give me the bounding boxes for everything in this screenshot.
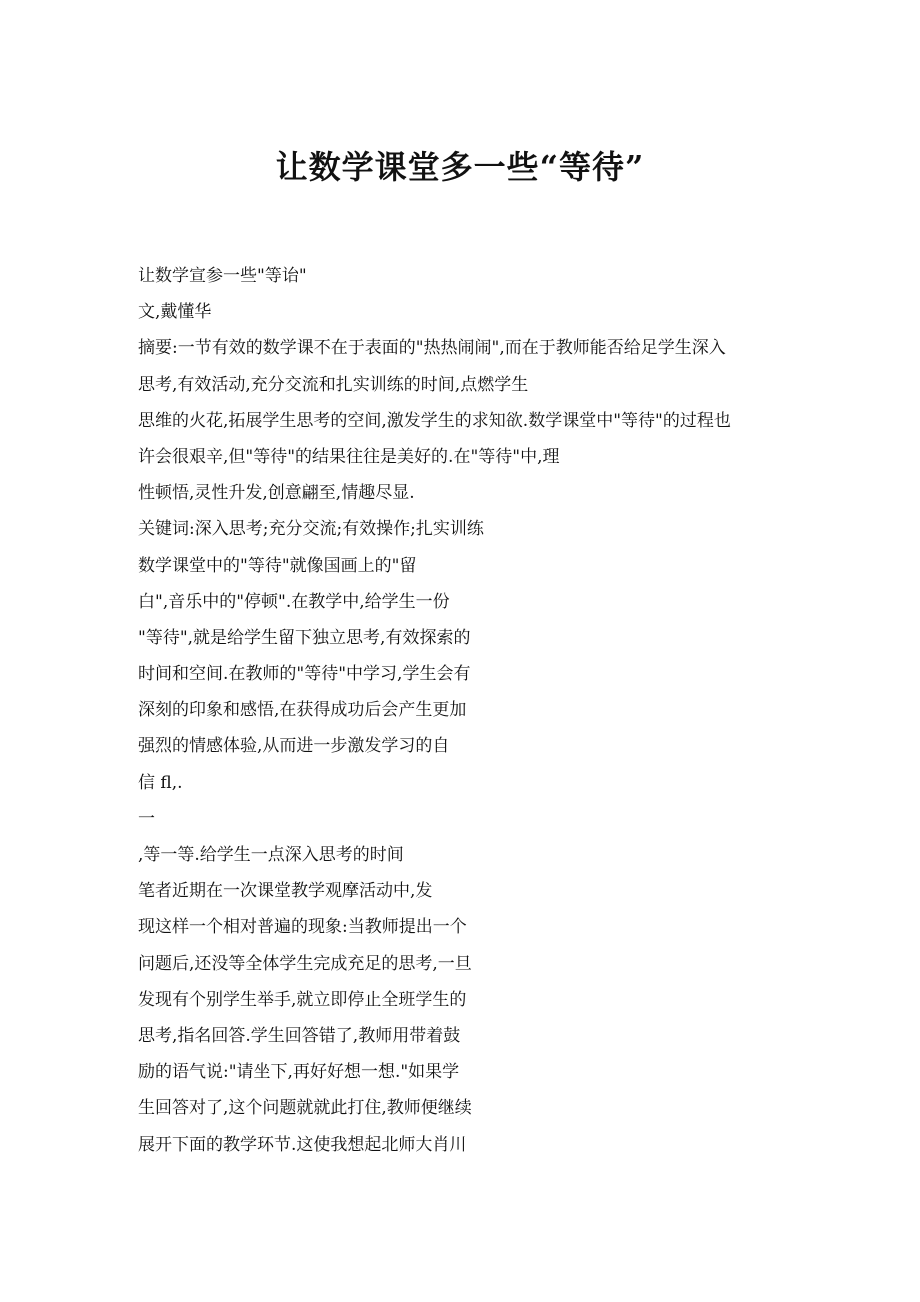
text-line: 信 fl,. — [138, 772, 183, 793]
text-line: 性顿悟,灵性升发,创意翩至,情趣尽显. — [138, 483, 415, 504]
text-line: ,等一等.给学生一点深入思考的时间 — [138, 845, 404, 865]
text-line: 摘要:一节有效的数学课不在于表面的"热热闹闹",而在于教师能否给足学生深入 — [138, 338, 726, 359]
text-line: 数学课堂中的"等待"就像国画上的"留 — [138, 555, 417, 576]
text-line: 发现有个别学生举手,就立即停止全班学生的 — [138, 989, 467, 1010]
text-line: 时间和空间.在教师的"等待"中学习,学生会有 — [138, 664, 471, 685]
text-line: 文,戴懂华 — [138, 302, 212, 323]
text-line: 展开下面的教学环节.这使我想起北师大肖川 — [138, 1134, 467, 1155]
text-line: 生回答对了,这个问题就就此打住,教师便继续 — [138, 1098, 472, 1119]
text-line: 白",音乐中的"停顿".在教学中,给学生一份 — [138, 591, 450, 612]
text-line: 让数学宣参一些"等诒" — [138, 266, 307, 286]
document-body — [138, 258, 798, 1163]
text-line: 深刻的印象和感悟,在获得成功后会产生更加 — [138, 700, 467, 721]
text-line: 关键词:深入思考;充分交流;有效操作;扎实训练 — [138, 519, 484, 540]
document-title: 让数学课堂多一些“等待” — [275, 148, 645, 186]
text-line: 思维的火花,拓展学生思考的空间,激发学生的求知欲.数学课堂中"等待"的过程也 — [138, 410, 731, 431]
text-line: 思考,有效活动,充分交流和扎实训练的时间,点燃学生 — [138, 374, 529, 395]
text-line: "等待",就是给学生留下独立思考,有效探索的 — [138, 627, 471, 648]
text-line: 思考,指名回答.学生回答错了,教师用带着鼓 — [138, 1025, 461, 1046]
text-line: 许会很艰辛,但"等待"的结果往往是美好的.在"等待"中,理 — [138, 446, 560, 467]
text-line: 强烈的情感体验,从而进一步激发学习的自 — [138, 736, 450, 757]
text-line: 笔者近期在一次课堂教学观摩活动中,发 — [138, 881, 433, 902]
text-line: 励的语气说:"请坐下,再好好想一想."如果学 — [138, 1062, 460, 1083]
text-line: 问题后,还没等全体学生完成充足的思考,一旦 — [138, 953, 472, 974]
text-line: 现这样一个相对普遍的现象:当教师提出一个 — [138, 917, 467, 938]
text-line: 一 — [138, 808, 155, 829]
